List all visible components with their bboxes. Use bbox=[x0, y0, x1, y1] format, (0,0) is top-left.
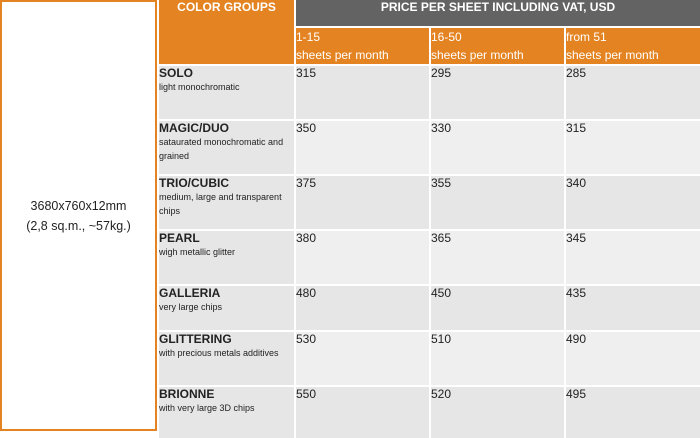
color-group-cell bbox=[159, 386, 295, 438]
color-group-description: light monochromatic bbox=[159, 82, 240, 92]
table-row-galleria bbox=[159, 285, 700, 331]
tier-range: 1-15 bbox=[296, 30, 321, 44]
color-group-description: very large chips bbox=[159, 302, 223, 312]
price-table bbox=[159, 0, 700, 438]
color-group-description: medium, large and transparent chips bbox=[159, 192, 282, 216]
color-group-description: with very large 3D chips bbox=[159, 403, 255, 413]
color-group-description: wigh metallic glitter bbox=[159, 247, 236, 257]
price-cell: 350 bbox=[295, 120, 430, 175]
price-cell: 355 bbox=[430, 175, 565, 230]
price-cell: 285 bbox=[565, 65, 700, 120]
price-cell: 450 bbox=[430, 285, 565, 331]
tier-header-from-51 bbox=[565, 27, 700, 65]
price-cell: 365 bbox=[430, 230, 565, 285]
tier-unit: sheets per month bbox=[431, 48, 524, 62]
price-cell: 510 bbox=[430, 331, 565, 386]
price-cell: 375 bbox=[295, 175, 430, 230]
color-group-name: GALLERIA bbox=[159, 286, 221, 300]
price-header-row bbox=[159, 0, 700, 27]
table-row-brionne bbox=[159, 386, 700, 438]
price-cell: 345 bbox=[565, 230, 700, 285]
tier-unit: sheets per month bbox=[296, 48, 389, 62]
tier-range: 16-50 bbox=[431, 30, 462, 44]
color-group-cell bbox=[159, 331, 295, 386]
color-group-cell bbox=[159, 230, 295, 285]
table-row-trio-cubic bbox=[159, 175, 700, 230]
color-group-cell bbox=[159, 285, 295, 331]
color-group-name: PEARL bbox=[159, 231, 200, 245]
tier-unit: sheets per month bbox=[566, 48, 659, 62]
price-cell: 380 bbox=[295, 230, 430, 285]
sheet-area-weight: (2,8 sq.m., ~57kg.) bbox=[26, 218, 131, 233]
color-group-name: SOLO bbox=[159, 66, 194, 80]
table-row-magic-duo bbox=[159, 120, 700, 175]
price-title-header: PRICE PER SHEET INCLUDING VAT, USD bbox=[295, 0, 700, 27]
price-cell: 520 bbox=[430, 386, 565, 438]
color-groups-header: COLOR GROUPS bbox=[159, 0, 295, 65]
color-group-cell bbox=[159, 120, 295, 175]
tier-header-16-50 bbox=[430, 27, 565, 65]
price-cell: 495 bbox=[565, 386, 700, 438]
price-cell: 435 bbox=[565, 285, 700, 331]
table-row-pearl bbox=[159, 230, 700, 285]
color-group-name: BRIONNE bbox=[159, 387, 215, 401]
color-group-description: sataurated monochromatic and grained bbox=[159, 137, 284, 161]
sheet-size-box bbox=[0, 0, 157, 431]
sheet-dimensions: 3680x760x12mm bbox=[30, 198, 127, 213]
tier-header-1-15 bbox=[295, 27, 430, 65]
color-group-name: TRIO/CUBIC bbox=[159, 176, 229, 190]
price-cell: 315 bbox=[565, 120, 700, 175]
color-group-cell bbox=[159, 175, 295, 230]
price-cell: 490 bbox=[565, 331, 700, 386]
price-cell: 295 bbox=[430, 65, 565, 120]
price-cell: 530 bbox=[295, 331, 430, 386]
price-cell: 340 bbox=[565, 175, 700, 230]
color-group-description: with precious metals additives bbox=[159, 348, 279, 358]
price-cell: 330 bbox=[430, 120, 565, 175]
color-group-name: MAGIC/DUO bbox=[159, 121, 229, 135]
table-row-glittering bbox=[159, 331, 700, 386]
price-cell: 550 bbox=[295, 386, 430, 438]
price-cell: 480 bbox=[295, 285, 430, 331]
price-cell: 315 bbox=[295, 65, 430, 120]
tier-range: from 51 bbox=[566, 30, 607, 44]
color-group-name: GLITTERING bbox=[159, 332, 232, 346]
table-row-solo bbox=[159, 65, 700, 120]
color-group-cell bbox=[159, 65, 295, 120]
